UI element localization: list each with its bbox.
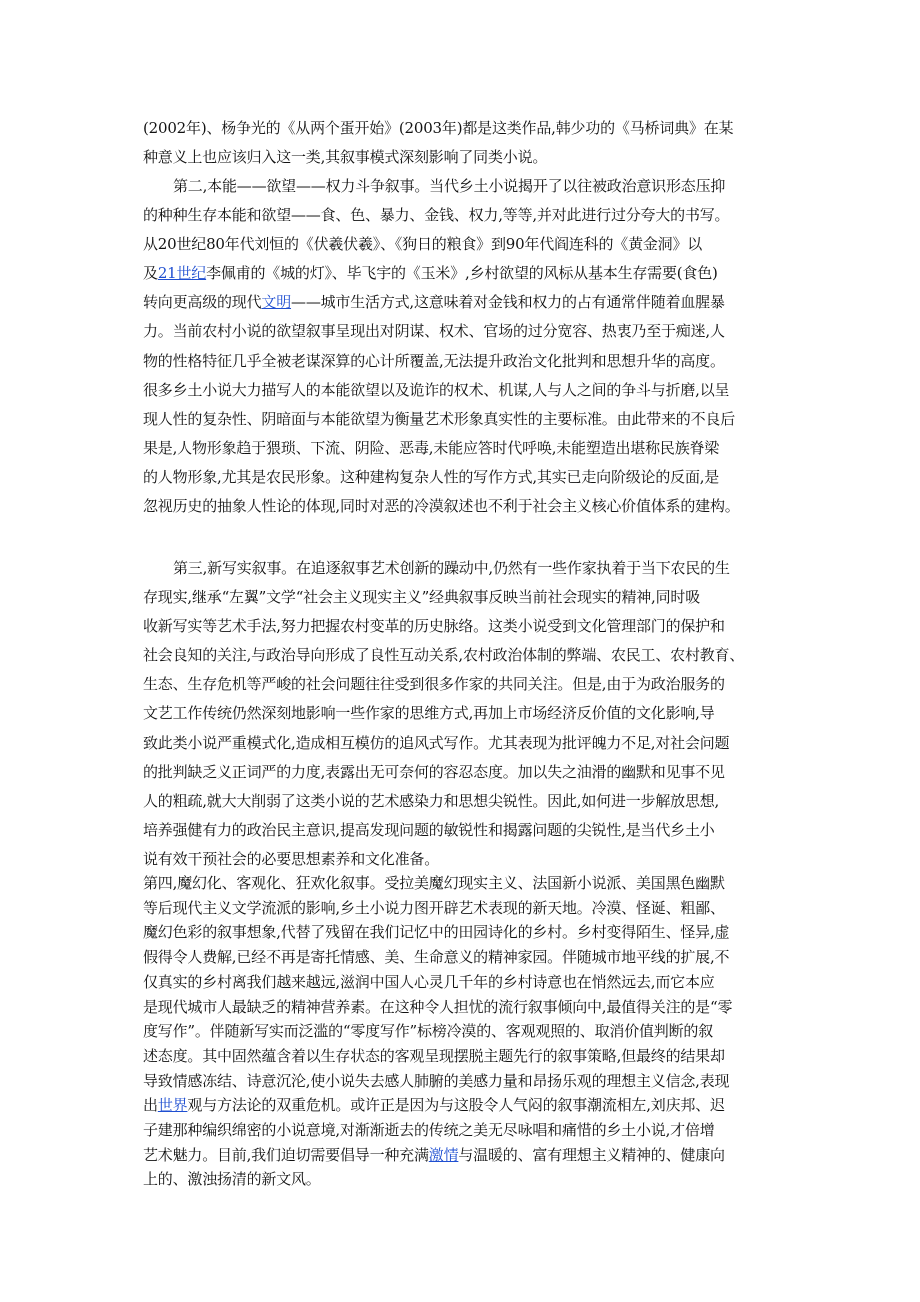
link-civilization[interactable]: 文明: [261, 293, 292, 312]
text-line: 生态、生存危机等严峻的社会问题往往受到很多作家的共同关注。但是,由于为政治服务的: [143, 675, 725, 694]
text-line: 收新写实等艺术手法,努力把握农村变革的历史脉络。这类小说受到文化管理部门的保护和: [143, 617, 725, 636]
text-line: 等后现代主义文学流派的影响,乡土小说力图开辟艺术表现的新天地。冷漠、怪诞、粗鄙、: [143, 898, 725, 917]
text-line: 物的性格特征几乎全被老谋深算的心计所覆盖,无法提升政治文化批判和思想升华的高度。: [143, 351, 725, 370]
text-span: 观与方法论的双重危机。或许正是因为与这股令人气闷的叙事潮流相左,刘庆邦、迟: [187, 1096, 725, 1115]
link-world[interactable]: 世界: [157, 1096, 188, 1115]
text-span: 李佩甫的《城的灯》、毕飞宇的《玉米》,乡村欲望的风标从基本生存需要(食色): [206, 264, 718, 283]
text-line: 的种种生存本能和欲望——食、色、暴力、金钱、权力,等等,并对此进行过分夸大的书写。: [143, 206, 730, 225]
text-line: 很多乡土小说大力描写人的本能欲望以及诡诈的权术、机谋,人与人之间的争斗与折磨,以呈: [143, 380, 730, 399]
link-passion[interactable]: 激情: [428, 1145, 459, 1164]
text-line: 第四,魔幻化、客观化、狂欢化叙事。受拉美魔幻现实主义、法国新小说派、美国黑色幽默: [143, 874, 725, 892]
paragraph-four: [143, 871, 799, 1192]
text-span: 转向更高级的现代: [143, 293, 262, 312]
text-line: 文艺工作传统仍然深刻地影响一些作家的思维方式,再加上市场经济反价值的文化影响,导: [143, 704, 715, 723]
text-line: 社会良知的关注,与政治导向形成了良性互动关系,农村政治体制的弊端、农民工、农村教育、: [143, 646, 745, 665]
text-span: 艺术魅力。目前,我们迫切需要倡导一种充满: [143, 1145, 429, 1164]
text-line: (2002年)、杨争光的《从两个蛋开始》(2003年)都是这类作品,韩少功的《马桥词典》在某: [143, 119, 734, 137]
text-line: 上的、激浊扬清的新文风。: [143, 1170, 321, 1189]
text-line: 从20世纪80年代刘恒的《伏羲伏羲》、《狗日的粮食》到90年代阎连科的《黄金洞》以: [143, 235, 703, 254]
text-line: 述态度。其中固然蕴含着以生存状态的客观呈现摆脱主题先行的叙事策略,但最终的结果却: [143, 1046, 725, 1065]
text-span: 与温暖的、富有理想主义精神的、健康向: [458, 1145, 725, 1164]
text-line: [143, 1143, 799, 1168]
text-line: 度写作”。伴随新写实而泛滥的“零度写作”标榜冷漠的、客观观照的、取消价值判断的叙: [143, 1022, 714, 1041]
paragraph-two: [143, 172, 793, 521]
text-line: 种意义上也应该归入这一类,其叙事模式深刻影响了同类小说。: [143, 148, 548, 167]
text-line: 第三,新写实叙事。在追逐叙事艺术创新的躁动中,仍然有一些作家执着于当下农民的生: [173, 559, 730, 577]
text-line: 忽视历史的抽象人性论的体现,同时对恶的冷漠叙述也不利于社会主义核心价值体系的建构。: [143, 497, 740, 516]
text-line: 人的粗疏,就大大削弱了这类小说的艺术感染力和思想尖锐性。因此,如何进一步解放思想,: [143, 791, 720, 810]
text-line: 培养强健有力的政治民主意识,提高发现问题的敏锐性和揭露问题的尖锐性,是当代乡土小: [143, 820, 715, 839]
text-line: 的人物形象,尤其是农民形象。这种建构复杂人性的写作方式,其实已走向阶级论的反面,是: [143, 467, 720, 486]
text-line: 魔幻色彩的叙事想象,代替了残留在我们记忆中的田园诗化的乡村。乡村变得陌生、怪异,虚: [143, 923, 730, 942]
text-line: [143, 1093, 799, 1118]
text-line: 力。当前农村小说的欲望叙事呈现出对阴谋、权术、官场的过分宽容、热衷乃至于痴迷,人: [143, 322, 725, 341]
text-line: [143, 259, 793, 288]
text-span: 出: [143, 1096, 158, 1115]
text-line: 导致情感冻结、诗意沉沦,使小说失去感人肺腑的美感力量和昂扬乐观的理想主义信念,表现: [143, 1071, 730, 1090]
text-line: 存现实,继承“左翼”文学“社会主义现实主义”经典叙事反映当前社会现实的精神,同时吸: [143, 588, 701, 607]
intro-paragraph: [143, 114, 793, 172]
text-line: 假得令人费解,已经不再是寄托情感、美、生命意义的精神家园。伴随城市地平线的扩展,不: [143, 948, 730, 967]
text-line: 仅真实的乡村离我们越来越远,滋润中国人心灵几千年的乡村诗意也在悄然远去,而它本应: [143, 972, 715, 991]
text-span: 及: [143, 264, 158, 283]
paragraph-three: [143, 554, 793, 874]
text-line: 果是,人物形象趋于猥琐、下流、阴险、恶毒,未能应答时代呼唤,未能塑造出堪称民族脊梁: [143, 438, 720, 457]
text-line: 第二,本能——欲望——权力斗争叙事。当代乡土小说揭开了以往被政治意识形态压抑: [173, 177, 726, 195]
text-line: [143, 288, 793, 317]
link-21st-century[interactable]: 21世纪: [157, 264, 207, 283]
text-line: 子建那种编织绵密的小说意境,对渐渐逝去的传统之美无尽咏唱和痛惜的乡土小说,才倍增: [143, 1121, 715, 1140]
text-line: 说有效干预社会的必要思想素养和文化准备。: [143, 849, 440, 868]
text-span: ——城市生活方式,这意味着对金钱和权力的占有通常伴随着血腥暴: [291, 293, 725, 312]
text-line: 致此类小说严重模式化,造成相互模仿的追风式写作。尤其表现为批评魄力不足,对社会问题: [143, 733, 730, 752]
text-line: 是现代城市人最缺乏的精神营养素。在这种令人担忧的流行叙事倾向中,最值得关注的是“零: [143, 997, 733, 1016]
text-line: 现人性的复杂性、阴暗面与本能欲望为衡量艺术形象真实性的主要标准。由此带来的不良后: [143, 409, 736, 428]
text-line: 的批判缺乏义正词严的力度,表露出无可奈何的容忍态度。加以失之油滑的幽默和见事不见: [143, 762, 725, 781]
